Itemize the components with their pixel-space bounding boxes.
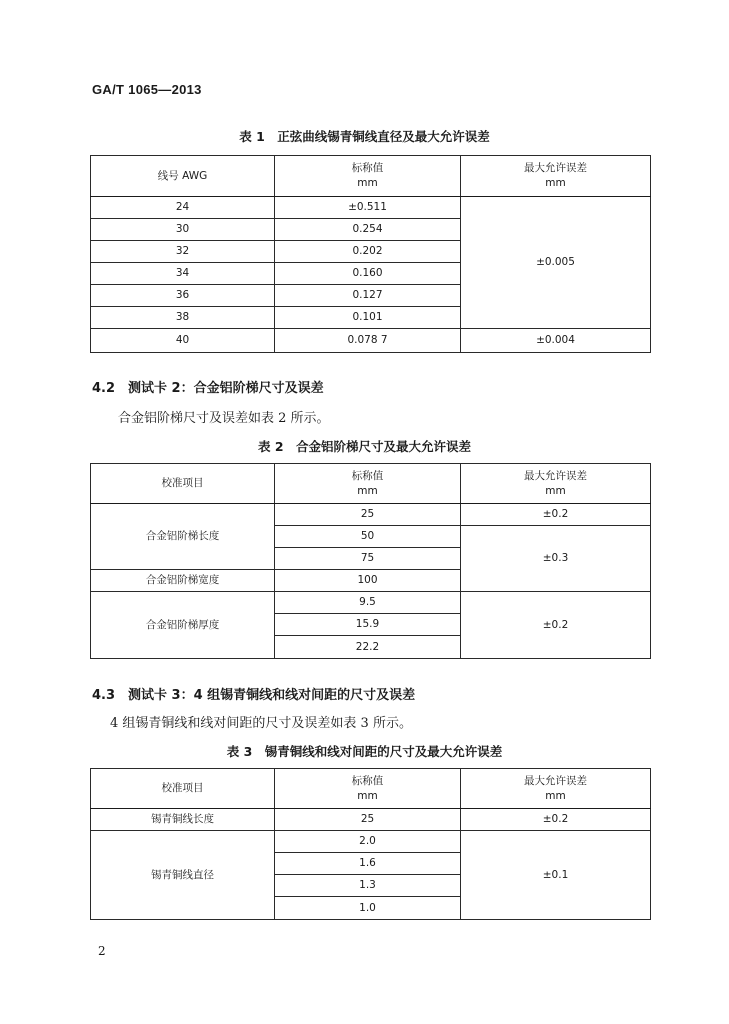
table1-nominal-cell: 0.101: [275, 307, 461, 329]
table1-tolerance-cell: ±0.004: [461, 329, 651, 353]
table2-nominal-cell: 22.2: [275, 636, 461, 659]
table2-tolerance-cell: ±0.3: [461, 526, 651, 592]
table2-header-tolerance-label: 最大允许误差: [524, 469, 587, 482]
table-row: [91, 504, 651, 526]
table3-tolerance-cell: ±0.1: [461, 831, 651, 920]
table3-header-nominal-label: 标称值: [351, 774, 384, 787]
table1-awg-cell: 24: [91, 197, 275, 219]
table3-header-tolerance: [461, 769, 651, 809]
table2-nominal-cell: 75: [275, 548, 461, 570]
table1: [90, 155, 651, 353]
table2-header-item: 校准项目: [91, 464, 275, 504]
table1-awg-cell: 38: [91, 307, 275, 329]
table-row: [91, 592, 651, 614]
table3-nominal-cell: 2.0: [275, 831, 461, 853]
table2-tolerance-cell: ±0.2: [461, 504, 651, 526]
table2-header-tolerance: [461, 464, 651, 504]
table2-tolerance-cell: ±0.2: [461, 592, 651, 659]
table1-nominal-cell: 0.254: [275, 219, 461, 241]
section-4-3-heading: 4.3 测试卡 3：4 组锡青铜线和线对间距的尺寸及误差: [92, 688, 416, 703]
table1-caption: 表 1 正弦曲线锡青铜线直径及最大允许误差: [239, 129, 490, 144]
table3-header-nominal: [275, 769, 461, 809]
table1-header-nominal: [275, 156, 461, 197]
table1-header-nominal-label: 标称值: [351, 162, 384, 174]
table2-caption: 表 2 合金铝阶梯尺寸及最大允许误差: [257, 439, 472, 454]
table2-header-nominal-label: 标称值: [351, 469, 384, 482]
table2-item-cell: 合金铝阶梯宽度: [91, 570, 275, 592]
table1-awg-cell: 36: [91, 285, 275, 307]
table2-item-cell: 合金铝阶梯长度: [91, 504, 275, 570]
table3-tolerance-cell: ±0.2: [461, 809, 651, 831]
table2: [90, 463, 651, 659]
table2-header-nominal: [275, 464, 461, 504]
page-number: 2: [98, 944, 106, 958]
table-row: [91, 329, 651, 353]
table3-nominal-cell: 1.6: [275, 853, 461, 875]
table1-awg-cell: 32: [91, 241, 275, 263]
table3-caption: 表 3 锡青铜线和线对间距的尺寸及最大允许误差: [226, 744, 503, 759]
table2-nominal-cell: 50: [275, 526, 461, 548]
section-4-2-paragraph: 合金铝阶梯尺寸及误差如表 2 所示。: [118, 411, 330, 426]
table2-item-cell: 合金铝阶梯厚度: [91, 592, 275, 659]
table-row: [91, 831, 651, 853]
table1-nominal-cell: 0.078 7: [275, 329, 461, 353]
table2-nominal-cell: 15.9: [275, 614, 461, 636]
table1-header-tolerance-unit: mm: [545, 177, 566, 189]
section-4-2-heading: 4.2 测试卡 2：合金铝阶梯尺寸及误差: [92, 381, 324, 396]
table3-header-tolerance-label: 最大允许误差: [524, 774, 587, 787]
table1-nominal-cell: ±0.511: [275, 197, 461, 219]
table2-nominal-cell: 9.5: [275, 592, 461, 614]
table1-header-nominal-unit: mm: [357, 177, 378, 189]
table1-awg-cell: 30: [91, 219, 275, 241]
table3-header-item: 校准项目: [91, 769, 275, 809]
table2-header-tolerance-unit: mm: [545, 484, 566, 497]
table2-nominal-cell: 100: [275, 570, 461, 592]
table1-nominal-cell: 0.160: [275, 263, 461, 285]
table3-header-nominal-unit: mm: [357, 789, 378, 802]
table1-nominal-cell: 0.127: [275, 285, 461, 307]
standard-id: GA/T 1065—2013: [92, 82, 202, 97]
table3-nominal-cell: 1.0: [275, 897, 461, 920]
table3: [90, 768, 651, 920]
table3-header-tolerance-unit: mm: [545, 789, 566, 802]
table1-tolerance-cell: ±0.005: [461, 197, 651, 329]
table3-nominal-cell: 1.3: [275, 875, 461, 897]
section-4-3-paragraph: 4 组锡青铜线和线对间距的尺寸及误差如表 3 所示。: [110, 716, 412, 731]
table1-nominal-cell: 0.202: [275, 241, 461, 263]
table1-awg-cell: 34: [91, 263, 275, 285]
table3-item-cell: 锡青铜线长度: [91, 809, 275, 831]
table3-item-cell: 锡青铜线直径: [91, 831, 275, 920]
table-row: [91, 809, 651, 831]
table-row: [91, 197, 651, 219]
table3-nominal-cell: 25: [275, 809, 461, 831]
table1-header-tolerance-label: 最大允许误差: [524, 162, 587, 174]
table2-nominal-cell: 25: [275, 504, 461, 526]
table1-header-tolerance: [461, 156, 651, 197]
table2-header-nominal-unit: mm: [357, 484, 378, 497]
table1-awg-cell: 40: [91, 329, 275, 353]
table1-header-awg: 线号 AWG: [91, 156, 275, 197]
